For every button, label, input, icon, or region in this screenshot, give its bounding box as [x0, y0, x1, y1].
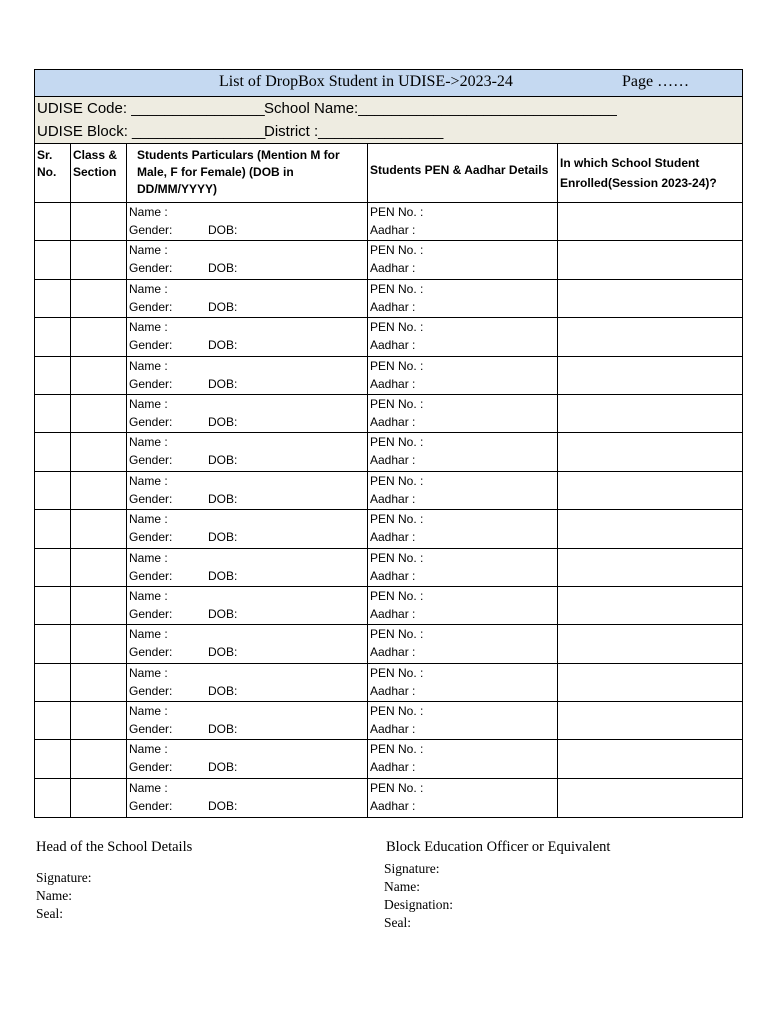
enrolled-school-cell[interactable] [558, 433, 742, 470]
name-label: Name : [129, 358, 168, 373]
table-row [35, 357, 742, 395]
particulars-cell[interactable] [127, 779, 368, 817]
aadhar-label: Aadhar : [370, 376, 416, 391]
gender-label: Gender: [129, 223, 173, 237]
pen-label: PEN No. : [370, 550, 424, 565]
sr-no-cell[interactable] [35, 510, 71, 547]
pen-label: PEN No. : [370, 627, 424, 642]
particulars-cell[interactable] [127, 357, 368, 394]
school-info-row-1 [35, 97, 742, 120]
enrolled-school-cell[interactable] [558, 549, 742, 586]
pen-aadhar-cell[interactable] [368, 472, 558, 509]
gender-label: Gender: [129, 645, 173, 660]
sr-no-cell[interactable] [35, 357, 71, 394]
gender-label: Gender: [129, 299, 173, 314]
class-section-cell[interactable] [71, 472, 127, 509]
enrolled-school-cell[interactable] [558, 702, 742, 739]
enrolled-school-cell[interactable] [558, 241, 742, 278]
table-row [35, 280, 742, 318]
pen-aadhar-cell[interactable] [368, 625, 558, 662]
name-label: Name : [129, 780, 168, 795]
enrolled-school-cell[interactable] [558, 280, 742, 317]
dob-label: DOB: [208, 453, 238, 468]
pen-label: PEN No. : [370, 780, 424, 795]
table-row [35, 664, 742, 702]
school-name-field[interactable]: School Name:_______________________________ [264, 100, 617, 117]
class-section-cell[interactable] [71, 549, 127, 586]
sr-no-cell[interactable] [35, 549, 71, 586]
class-section-cell[interactable] [71, 318, 127, 355]
page-number-label: Page …… [622, 73, 690, 90]
dob-label: DOB: [208, 645, 238, 660]
pen-label: PEN No. : [370, 358, 424, 373]
sr-no-cell[interactable] [35, 625, 71, 662]
dob-label: DOB: [208, 261, 238, 276]
sr-no-cell[interactable] [35, 740, 71, 777]
aadhar-label: Aadhar : [370, 645, 416, 660]
name-label: Name : [129, 473, 168, 488]
udise-code-field[interactable]: UDISE Code: ________________ [37, 100, 265, 117]
table-row [35, 625, 742, 663]
name-label: Name : [129, 742, 168, 757]
class-section-cell[interactable] [71, 664, 127, 701]
aadhar-label: Aadhar : [370, 606, 416, 621]
enrolled-school-cell[interactable] [558, 664, 742, 701]
sr-no-cell[interactable] [35, 280, 71, 317]
aadhar-label: Aadhar : [370, 338, 416, 353]
class-section-cell[interactable] [71, 740, 127, 777]
udise-block-field[interactable]: UDISE Block: ________________ [37, 123, 266, 140]
gender-label: Gender: [129, 338, 173, 353]
name-label: Name : [129, 243, 168, 258]
pen-aadhar-cell[interactable] [368, 587, 558, 624]
header-pen-aadhar: Students PEN & Aadhar Details [368, 144, 558, 202]
particulars-cell[interactable] [127, 280, 368, 317]
aadhar-label: Aadhar : [370, 760, 416, 775]
head-signature-label: Signature: [36, 870, 92, 885]
pen-aadhar-cell[interactable] [368, 241, 558, 278]
dob-label: DOB: [208, 299, 238, 314]
form-title: List of DropBox Student in UDISE->2023-24 [219, 73, 513, 90]
class-section-cell[interactable] [71, 241, 127, 278]
aadhar-label: Aadhar : [370, 261, 416, 276]
dob-label: DOB: [208, 722, 238, 737]
enrolled-school-cell[interactable] [558, 203, 742, 240]
pen-label: PEN No. : [370, 704, 424, 719]
gender-label: Gender: [129, 568, 173, 583]
pen-label: PEN No. : [370, 320, 424, 335]
pen-label: PEN No. : [370, 742, 424, 757]
class-section-cell[interactable] [71, 395, 127, 432]
dob-label: DOB: [208, 376, 238, 391]
aadhar-label: Aadhar : [370, 453, 416, 468]
table-row [35, 587, 742, 625]
pen-aadhar-cell[interactable] [368, 395, 558, 432]
sr-no-cell[interactable] [35, 587, 71, 624]
gender-label: Gender: [129, 798, 173, 813]
gender-label: Gender: [129, 530, 173, 545]
class-section-cell[interactable] [71, 779, 127, 817]
particulars-cell[interactable] [127, 740, 368, 777]
name-label: Name : [129, 435, 168, 450]
enrolled-school-cell[interactable] [558, 357, 742, 394]
dob-label: DOB: [208, 606, 238, 621]
pen-aadhar-cell[interactable] [368, 510, 558, 547]
pen-aadhar-cell[interactable] [368, 318, 558, 355]
sr-no-cell[interactable] [35, 433, 71, 470]
table-row [35, 472, 742, 510]
name-label: Name : [129, 550, 168, 565]
gender-label: Gender: [129, 414, 173, 429]
enrolled-school-cell[interactable] [558, 587, 742, 624]
enrolled-school-cell[interactable] [558, 779, 742, 817]
gender-label: Gender: [129, 606, 173, 621]
particulars-cell[interactable] [127, 510, 368, 547]
dob-label: DOB: [208, 568, 238, 583]
pen-aadhar-cell[interactable] [368, 740, 558, 777]
pen-aadhar-cell[interactable] [368, 357, 558, 394]
name-label: Name : [129, 205, 168, 219]
sr-no-cell[interactable] [35, 203, 71, 240]
name-label: Name : [129, 588, 168, 603]
beo-signature-label: Signature: [384, 861, 440, 876]
pen-aadhar-cell[interactable] [368, 280, 558, 317]
header-particulars: Students Particulars (Mention M for Male, F for Female) (DOB in DD/MM/YYYY) [127, 144, 368, 202]
pen-aadhar-cell[interactable] [368, 549, 558, 586]
class-section-cell[interactable] [71, 510, 127, 547]
beo-designation-label: Designation: [384, 897, 453, 912]
table-row [35, 702, 742, 740]
enrolled-school-cell[interactable] [558, 395, 742, 432]
class-section-cell[interactable] [71, 587, 127, 624]
name-label: Name : [129, 320, 168, 335]
pen-aadhar-cell[interactable] [368, 203, 558, 240]
particulars-cell[interactable] [127, 702, 368, 739]
class-section-cell[interactable] [71, 433, 127, 470]
gender-label: Gender: [129, 683, 173, 698]
aadhar-label: Aadhar : [370, 568, 416, 583]
particulars-cell[interactable] [127, 395, 368, 432]
sr-no-cell[interactable] [35, 779, 71, 817]
aadhar-label: Aadhar : [370, 414, 416, 429]
pen-label: PEN No. : [370, 435, 424, 450]
dob-label: DOB: [208, 338, 238, 353]
sr-no-cell[interactable] [35, 664, 71, 701]
gender-label: Gender: [129, 722, 173, 737]
particulars-cell[interactable] [127, 549, 368, 586]
class-section-cell[interactable] [71, 625, 127, 662]
pen-aadhar-cell[interactable] [368, 779, 558, 817]
pen-label: PEN No. : [370, 243, 424, 258]
table-row [35, 779, 742, 817]
head-of-school-heading: Head of the School Details [36, 839, 193, 855]
table-row [35, 510, 742, 548]
gender-label: Gender: [129, 376, 173, 391]
beo-name-label: Name: [384, 879, 420, 894]
table-row [35, 241, 742, 279]
sr-no-cell[interactable] [35, 472, 71, 509]
particulars-cell[interactable] [127, 241, 368, 278]
enrolled-school-cell[interactable] [558, 318, 742, 355]
name-label: Name : [129, 704, 168, 719]
pen-label: PEN No. : [370, 473, 424, 488]
pen-label: PEN No. : [370, 588, 424, 603]
particulars-cell[interactable] [127, 433, 368, 470]
enrolled-school-cell[interactable] [558, 472, 742, 509]
head-name-label: Name: [36, 888, 72, 903]
particulars-cell[interactable] [127, 587, 368, 624]
aadhar-label: Aadhar : [370, 491, 416, 506]
pen-label: PEN No. : [370, 512, 424, 527]
pen-aadhar-cell[interactable] [368, 433, 558, 470]
gender-label: Gender: [129, 760, 173, 775]
pen-aadhar-cell[interactable] [368, 664, 558, 701]
aadhar-label: Aadhar : [370, 299, 416, 314]
particulars-cell[interactable] [127, 472, 368, 509]
student-rows [35, 203, 742, 817]
particulars-cell[interactable] [127, 203, 368, 240]
district-field[interactable]: District :_______________ [264, 123, 444, 140]
pen-label: PEN No. : [370, 665, 424, 680]
dob-label: DOB: [208, 760, 238, 775]
pen-label: PEN No. : [370, 396, 424, 411]
particulars-cell[interactable] [127, 664, 368, 701]
table-row [35, 203, 742, 241]
gender-label: Gender: [129, 261, 173, 276]
school-info-row-2 [35, 120, 742, 144]
head-seal-label: Seal: [36, 906, 63, 921]
beo-heading: Block Education Officer or Equivalent [386, 839, 611, 855]
name-label: Name : [129, 665, 168, 680]
dob-label: DOB: [208, 414, 238, 429]
name-label: Name : [129, 281, 168, 296]
table-header [35, 144, 742, 203]
table-row [35, 395, 742, 433]
table-row [35, 549, 742, 587]
enrolled-school-cell[interactable] [558, 625, 742, 662]
pen-label: PEN No. : [370, 281, 424, 296]
dob-label: DOB: [208, 530, 238, 545]
dob-label: DOB: [208, 223, 238, 237]
aadhar-label: Aadhar : [370, 683, 416, 698]
aadhar-label: Aadhar : [370, 798, 416, 813]
sr-no-cell[interactable] [35, 702, 71, 739]
class-section-cell[interactable] [71, 357, 127, 394]
header-class-section: Class & Section [71, 144, 127, 202]
title-bar [35, 70, 742, 97]
gender-label: Gender: [129, 491, 173, 506]
class-section-cell[interactable] [71, 280, 127, 317]
aadhar-label: Aadhar : [370, 223, 416, 237]
class-section-cell[interactable] [71, 203, 127, 240]
name-label: Name : [129, 512, 168, 527]
enrolled-school-cell[interactable] [558, 510, 742, 547]
sr-no-cell[interactable] [35, 318, 71, 355]
enrolled-school-cell[interactable] [558, 740, 742, 777]
table-row [35, 433, 742, 471]
name-label: Name : [129, 396, 168, 411]
class-section-cell[interactable] [71, 702, 127, 739]
dob-label: DOB: [208, 798, 238, 813]
sr-no-cell[interactable] [35, 241, 71, 278]
header-enrolled-school: In which School Student Enrolled(Session 2023-24)? [560, 156, 717, 190]
particulars-cell[interactable] [127, 625, 368, 662]
sr-no-cell[interactable] [35, 395, 71, 432]
table-row [35, 318, 742, 356]
pen-aadhar-cell[interactable] [368, 702, 558, 739]
dob-label: DOB: [208, 683, 238, 698]
dob-label: DOB: [208, 491, 238, 506]
name-label: Name : [129, 627, 168, 642]
particulars-cell[interactable] [127, 318, 368, 355]
header-sr-no: Sr. No. [35, 144, 71, 202]
table-row [35, 740, 742, 778]
aadhar-label: Aadhar : [370, 530, 416, 545]
aadhar-label: Aadhar : [370, 722, 416, 737]
pen-label: PEN No. : [370, 205, 424, 219]
gender-label: Gender: [129, 453, 173, 468]
beo-seal-label: Seal: [384, 915, 411, 930]
dropbox-student-form [34, 69, 743, 818]
